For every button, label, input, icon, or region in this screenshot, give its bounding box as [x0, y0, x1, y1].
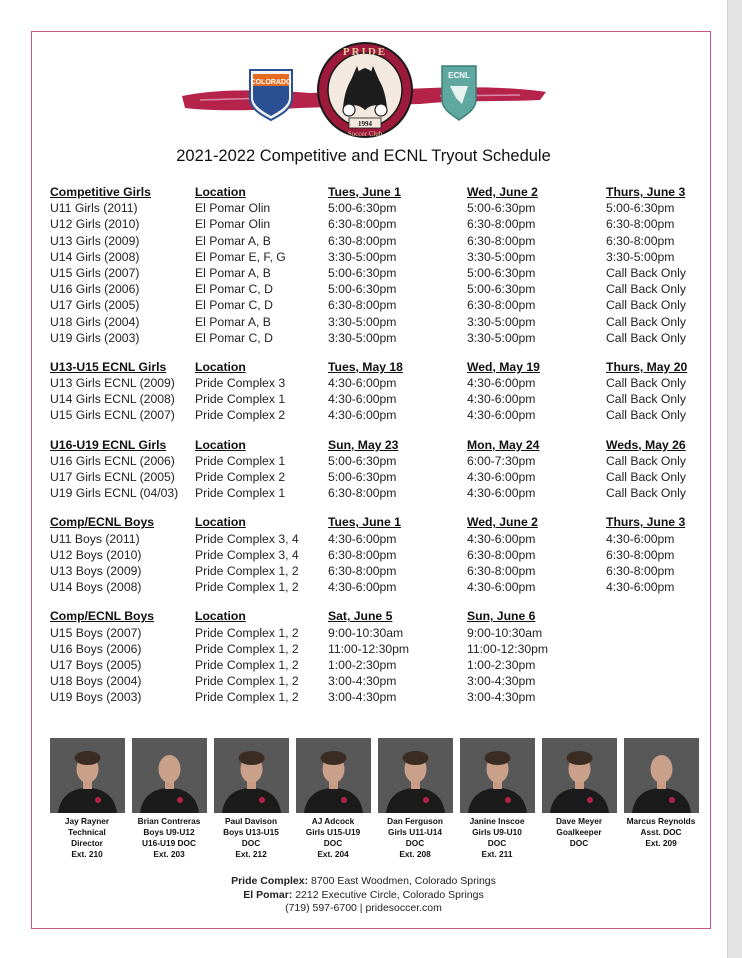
staff-info-line: Ext. 209: [645, 838, 677, 848]
schedule-cell: U14 Boys (2008): [50, 580, 142, 595]
staff-info-line: Dan Ferguson: [387, 816, 443, 826]
staff-info-line: DOC: [241, 838, 261, 848]
staff-info-line: Ext. 204: [317, 849, 349, 859]
schedule-cell: 11:00-12:30pm: [328, 641, 410, 656]
staff-info-line: Janine Inscoe: [469, 816, 525, 826]
schedule-cell: Call Back Only: [606, 470, 686, 484]
staff-info: [459, 816, 535, 860]
schedule-section: [50, 184, 710, 346]
schedule-cell: 3:30-5:00pm: [467, 249, 536, 264]
staff-info: [131, 816, 207, 860]
staff-info-line: DOC: [487, 838, 507, 848]
schedule-row: [50, 625, 710, 641]
schedule-cell: 4:30-6:00pm: [467, 376, 536, 391]
column-header: Location: [195, 515, 246, 530]
schedule-row: [50, 391, 710, 407]
staff-card: [295, 738, 371, 860]
staff-info-line: Asst. DOC: [640, 827, 682, 837]
schedule-row: [50, 485, 710, 501]
schedule-row: [50, 657, 710, 673]
schedule-cell: 4:30-6:00pm: [328, 580, 397, 595]
staff-info-line: Girls U15-U19: [305, 827, 361, 837]
scrollbar[interactable]: [727, 0, 742, 958]
schedule-cell: 5:00-6:30pm: [467, 265, 536, 280]
schedule-cell: U15 Girls (2007): [50, 265, 140, 280]
staff-info-line: AJ Adcock: [311, 816, 355, 826]
staff-photo: [296, 738, 371, 813]
schedule-row: [50, 563, 710, 579]
schedule-cell: 3:00-4:30pm: [328, 674, 397, 689]
staff-photo: [624, 738, 699, 813]
column-header: Tues, May 18: [328, 359, 403, 374]
column-header: Competitive Girls: [50, 185, 151, 199]
svg-text:Soccer Club: Soccer Club: [347, 130, 383, 138]
schedule-cell: 6:30-8:00pm: [467, 233, 536, 248]
schedule-row: [50, 689, 710, 705]
column-header: Comp/ECNL Boys: [50, 609, 155, 624]
column-header: Wed, June 2: [467, 185, 538, 199]
schedule-cell: El Pomar C, D: [195, 282, 273, 297]
schedule-cell: Pride Complex 2: [195, 470, 286, 484]
column-header: Thurs, June 3: [606, 515, 686, 530]
schedule-cell: 4:30-6:00pm: [467, 580, 536, 595]
schedule-cell: U16 Girls ECNL (2006): [50, 453, 175, 468]
staff-info-line: Ext. 203: [153, 849, 185, 859]
column-header: Location: [195, 359, 246, 374]
tryout-schedule: [50, 184, 710, 718]
schedule-cell: [606, 625, 706, 641]
staff-info-line: Director: [71, 838, 103, 848]
staff-info: [49, 816, 125, 860]
staff-photo: [542, 738, 617, 813]
schedule-cell: [606, 657, 706, 673]
colorado-badge: [250, 70, 292, 120]
schedule-cell: Call Back Only: [606, 298, 686, 313]
schedule-cell: 6:30-8:00pm: [467, 298, 536, 313]
schedule-row: [50, 579, 710, 595]
schedule-cell: Pride Complex 2: [195, 408, 286, 423]
schedule-cell: 3:30-5:00pm: [328, 330, 397, 345]
schedule-cell: 5:00-6:30pm: [328, 282, 397, 297]
staff-info-line: Goalkeeper: [556, 827, 602, 837]
schedule-cell: U17 Girls (2005): [50, 298, 140, 313]
staff-card: [541, 738, 617, 860]
column-header: Thurs, June 3: [606, 185, 686, 199]
schedule-cell: Pride Complex 1, 2: [195, 625, 299, 640]
schedule-cell: 3:30-5:00pm: [328, 314, 397, 329]
schedule-cell: U12 Boys (2010): [50, 547, 142, 562]
schedule-cell: 6:00-7:30pm: [467, 453, 536, 468]
schedule-cell: 5:00-6:30pm: [467, 282, 536, 297]
schedule-cell: 5:00-6:30pm: [606, 201, 675, 216]
schedule-cell: 4:30-6:00pm: [328, 408, 397, 423]
schedule-cell: U14 Girls ECNL (2008): [50, 392, 175, 407]
schedule-cell: Pride Complex 1, 2: [195, 641, 299, 656]
column-header: Tues, June 1: [328, 185, 401, 199]
staff-info-line: DOC: [569, 838, 589, 848]
schedule-cell: U19 Girls ECNL (04/03): [50, 486, 179, 501]
schedule-row: [50, 265, 710, 281]
schedule-cell: 4:30-6:00pm: [467, 531, 536, 546]
staff-info: [623, 816, 699, 849]
staff-photo: [378, 738, 453, 813]
staff-info: [213, 816, 289, 860]
schedule-cell: 9:00-10:30am: [467, 625, 543, 640]
schedule-cell: U18 Girls (2004): [50, 314, 140, 329]
schedule-cell: U11 Girls (2011): [50, 201, 138, 216]
schedule-cell: 3:00-4:30pm: [328, 690, 397, 705]
schedule-cell: 6:30-8:00pm: [328, 486, 397, 501]
schedule-cell: 6:30-8:00pm: [606, 233, 675, 248]
schedule-cell: U13 Girls ECNL (2009): [50, 376, 175, 391]
schedule-cell: Pride Complex 1: [195, 392, 286, 407]
schedule-cell: Pride Complex 1, 2: [195, 674, 299, 689]
column-header: Location: [195, 185, 246, 199]
schedule-cell: 6:30-8:00pm: [606, 217, 675, 232]
svg-text:PRIDE: PRIDE: [342, 46, 388, 58]
schedule-row: [50, 281, 710, 297]
schedule-cell: 6:30-8:00pm: [606, 547, 675, 562]
schedule-cell: 4:30-6:00pm: [467, 392, 536, 407]
staff-info: [295, 816, 371, 860]
staff-info-line: Ext. 211: [481, 849, 513, 859]
staff-info-line: Technical: [68, 827, 106, 837]
staff-card: [377, 738, 453, 860]
schedule-section: [50, 437, 710, 502]
schedule-cell: 6:30-8:00pm: [467, 217, 536, 232]
schedule-cell: 4:30-6:00pm: [606, 531, 675, 546]
schedule-header-row: [50, 514, 710, 530]
staff-info: [541, 816, 617, 849]
staff-card: [49, 738, 125, 860]
schedule-cell: Call Back Only: [606, 282, 686, 297]
column-header: Weds, May 26: [606, 437, 686, 452]
schedule-cell: 4:30-6:00pm: [467, 408, 536, 423]
schedule-cell: 5:00-6:30pm: [328, 265, 397, 280]
column-header: Sun, June 6: [467, 609, 536, 624]
schedule-row: [50, 216, 710, 232]
schedule-cell: Pride Complex 1: [195, 486, 286, 501]
schedule-cell: El Pomar A, B: [195, 314, 271, 329]
schedule-cell: El Pomar Olin: [195, 217, 271, 232]
schedule-row: [50, 407, 710, 423]
schedule-cell: 4:30-6:00pm: [328, 531, 397, 546]
schedule-cell: 6:30-8:00pm: [606, 563, 675, 578]
schedule-header-row: [50, 359, 710, 375]
schedule-cell: 1:00-2:30pm: [467, 657, 536, 672]
schedule-cell: Pride Complex 3, 4: [195, 547, 299, 562]
staff-info-line: Girls U9-U10: [472, 827, 522, 837]
schedule-cell: 3:30-5:00pm: [467, 330, 536, 345]
staff-info-line: DOC: [405, 838, 425, 848]
schedule-row: [50, 375, 710, 391]
schedule-cell: [606, 689, 706, 705]
schedule-cell: 5:00-6:30pm: [328, 453, 397, 468]
schedule-cell: 4:30-6:00pm: [467, 486, 536, 501]
staff-info-line: Boys U9-U12: [143, 827, 195, 837]
staff-card: [131, 738, 207, 860]
staff-info-line: Jay Rayner: [64, 816, 110, 826]
staff-info-line: Ext. 212: [235, 849, 267, 859]
pride-crest: [318, 43, 412, 138]
schedule-cell: El Pomar E, F, G: [195, 249, 286, 264]
schedule-cell: 3:30-5:00pm: [328, 249, 397, 264]
schedule-cell: U11 Boys (2011): [50, 531, 140, 546]
footer-line-phone-web: (719) 597-6700 | pridesoccer.com: [285, 902, 442, 914]
staff-directory: [49, 738, 699, 860]
column-header: U13-U15 ECNL Girls: [50, 359, 167, 374]
schedule-cell: El Pomar A, B: [195, 265, 271, 280]
column-header: Location: [195, 437, 246, 452]
schedule-cell: Pride Complex 3, 4: [195, 531, 299, 546]
staff-info-line: Boys U13-U15: [223, 827, 279, 837]
staff-info-line: Girls U11-U14: [388, 827, 442, 837]
schedule-row: [50, 200, 710, 216]
schedule-cell: Pride Complex 1, 2: [195, 657, 299, 672]
schedule-cell: 6:30-8:00pm: [467, 547, 536, 562]
schedule-cell: U19 Boys (2003): [50, 690, 142, 705]
svg-text:ECNL: ECNL: [448, 71, 470, 80]
schedule-cell: 11:00-12:30pm: [467, 641, 549, 656]
schedule-cell: 3:30-5:00pm: [467, 314, 536, 329]
schedule-cell: U16 Boys (2006): [50, 641, 142, 656]
schedule-cell: 6:30-8:00pm: [328, 298, 397, 313]
schedule-row: [50, 531, 710, 547]
schedule-cell: 3:00-4:30pm: [467, 690, 536, 705]
schedule-row: [50, 641, 710, 657]
schedule-row: [50, 233, 710, 249]
staff-info-line: Ext. 208: [399, 849, 431, 859]
schedule-cell: 5:00-6:30pm: [328, 470, 397, 484]
schedule-row: [50, 453, 710, 469]
column-header: Tues, June 1: [328, 515, 401, 530]
schedule-cell: U14 Girls (2008): [50, 249, 140, 264]
schedule-cell: Call Back Only: [606, 453, 686, 468]
staff-photo: [50, 738, 125, 813]
staff-card: [459, 738, 535, 860]
schedule-cell: Pride Complex 1, 2: [195, 690, 299, 705]
schedule-section: [50, 514, 710, 595]
schedule-cell: U16 Girls (2006): [50, 282, 140, 297]
staff-info-line: Dave Meyer: [555, 816, 603, 826]
footer-line-el-pomar: El Pomar: 2212 Executive Circle, Colorado Springs: [243, 888, 484, 901]
schedule-cell: U12 Girls (2010): [50, 217, 140, 232]
schedule-section: [50, 359, 710, 424]
staff-info-line: U16-U19 DOC: [142, 838, 196, 848]
staff-info-line: DOC: [323, 838, 343, 848]
schedule-cell: U17 Boys (2005): [50, 657, 142, 672]
schedule-row: [50, 547, 710, 563]
schedule-cell: U13 Girls (2009): [50, 233, 140, 248]
schedule-cell: Pride Complex 3: [195, 376, 286, 391]
schedule-cell: U19 Girls (2003): [50, 330, 140, 345]
schedule-row: [50, 469, 710, 485]
column-header: Mon, May 24: [467, 437, 540, 452]
schedule-row: [50, 673, 710, 689]
schedule-cell: [606, 673, 706, 689]
schedule-cell: 4:30-6:00pm: [467, 470, 536, 484]
schedule-section: [50, 608, 710, 705]
staff-info: [377, 816, 453, 860]
column-header: Wed, June 2: [467, 515, 538, 530]
staff-info-line: Paul Davison: [224, 816, 278, 826]
schedule-row: [50, 297, 710, 313]
schedule-cell: El Pomar A, B: [195, 233, 271, 248]
schedule-cell: Call Back Only: [606, 330, 686, 345]
schedule-cell: Pride Complex 1, 2: [195, 563, 299, 578]
schedule-cell: U15 Girls ECNL (2007): [50, 408, 175, 423]
schedule-cell: 3:00-4:30pm: [467, 674, 536, 689]
column-header: Wed, May 19: [467, 359, 540, 374]
schedule-cell: 3:30-5:00pm: [606, 249, 675, 264]
schedule-cell: 5:00-6:30pm: [328, 201, 397, 216]
column-header: [606, 608, 706, 624]
schedule-cell: Call Back Only: [606, 486, 686, 501]
schedule-cell: 4:30-6:00pm: [328, 376, 397, 391]
schedule-cell: 5:00-6:30pm: [467, 201, 536, 216]
staff-card: [213, 738, 289, 860]
staff-card: [623, 738, 699, 860]
schedule-cell: Call Back Only: [606, 408, 686, 423]
schedule-cell: Call Back Only: [606, 376, 686, 391]
schedule-cell: El Pomar C, D: [195, 298, 273, 313]
ecnl-badge: [442, 66, 476, 120]
schedule-cell: El Pomar Olin: [195, 201, 271, 216]
column-header: Thurs, May 20: [606, 359, 688, 374]
schedule-cell: Call Back Only: [606, 314, 686, 329]
schedule-header-row: [50, 184, 710, 200]
column-header: Sun, May 23: [328, 437, 399, 452]
schedule-cell: 1:00-2:30pm: [328, 657, 397, 672]
schedule-cell: 6:30-8:00pm: [328, 233, 397, 248]
schedule-cell: 4:30-6:00pm: [606, 580, 675, 595]
schedule-cell: [606, 641, 706, 657]
schedule-row: [50, 330, 710, 346]
schedule-header-row: [50, 437, 710, 453]
column-header: Comp/ECNL Boys: [50, 515, 155, 530]
column-header: U16-U19 ECNL Girls: [50, 437, 167, 452]
schedule-cell: U18 Boys (2004): [50, 674, 142, 689]
schedule-cell: Pride Complex 1: [195, 453, 286, 468]
club-logo-banner: [180, 38, 550, 138]
staff-photo: [132, 738, 207, 813]
schedule-row: [50, 249, 710, 265]
schedule-cell: Call Back Only: [606, 392, 686, 407]
svg-text:COLORADO: COLORADO: [250, 79, 292, 86]
schedule-cell: U15 Boys (2007): [50, 625, 142, 640]
column-header: Location: [195, 609, 246, 624]
schedule-cell: 6:30-8:00pm: [328, 547, 397, 562]
schedule-cell: 6:30-8:00pm: [328, 563, 397, 578]
staff-info-line: Marcus Reynolds: [626, 816, 696, 826]
column-header: Sat, June 5: [328, 609, 393, 624]
schedule-cell: Call Back Only: [606, 265, 686, 280]
staff-info-line: Ext. 210: [71, 849, 103, 859]
schedule-cell: El Pomar C, D: [195, 330, 273, 345]
contact-footer: [0, 875, 727, 916]
schedule-cell: 4:30-6:00pm: [328, 392, 397, 407]
schedule-cell: 6:30-8:00pm: [467, 563, 536, 578]
schedule-row: [50, 314, 710, 330]
schedule-header-row: [50, 608, 710, 624]
footer-line-pride-complex: Pride Complex: 8700 East Woodmen, Colorado Springs: [231, 875, 496, 887]
staff-info-line: Brian Contreras: [137, 816, 201, 826]
schedule-cell: U13 Boys (2009): [50, 563, 142, 578]
svg-text:1994: 1994: [358, 120, 372, 128]
schedule-cell: 6:30-8:00pm: [328, 217, 397, 232]
staff-photo: [214, 738, 289, 813]
staff-photo: [460, 738, 535, 813]
schedule-cell: Pride Complex 1, 2: [195, 580, 299, 595]
schedule-cell: U17 Girls ECNL (2005): [50, 470, 175, 484]
page-title: 2021-2022 Competitive and ECNL Tryout Schedule: [176, 147, 551, 165]
schedule-cell: 9:00-10:30am: [328, 625, 404, 640]
